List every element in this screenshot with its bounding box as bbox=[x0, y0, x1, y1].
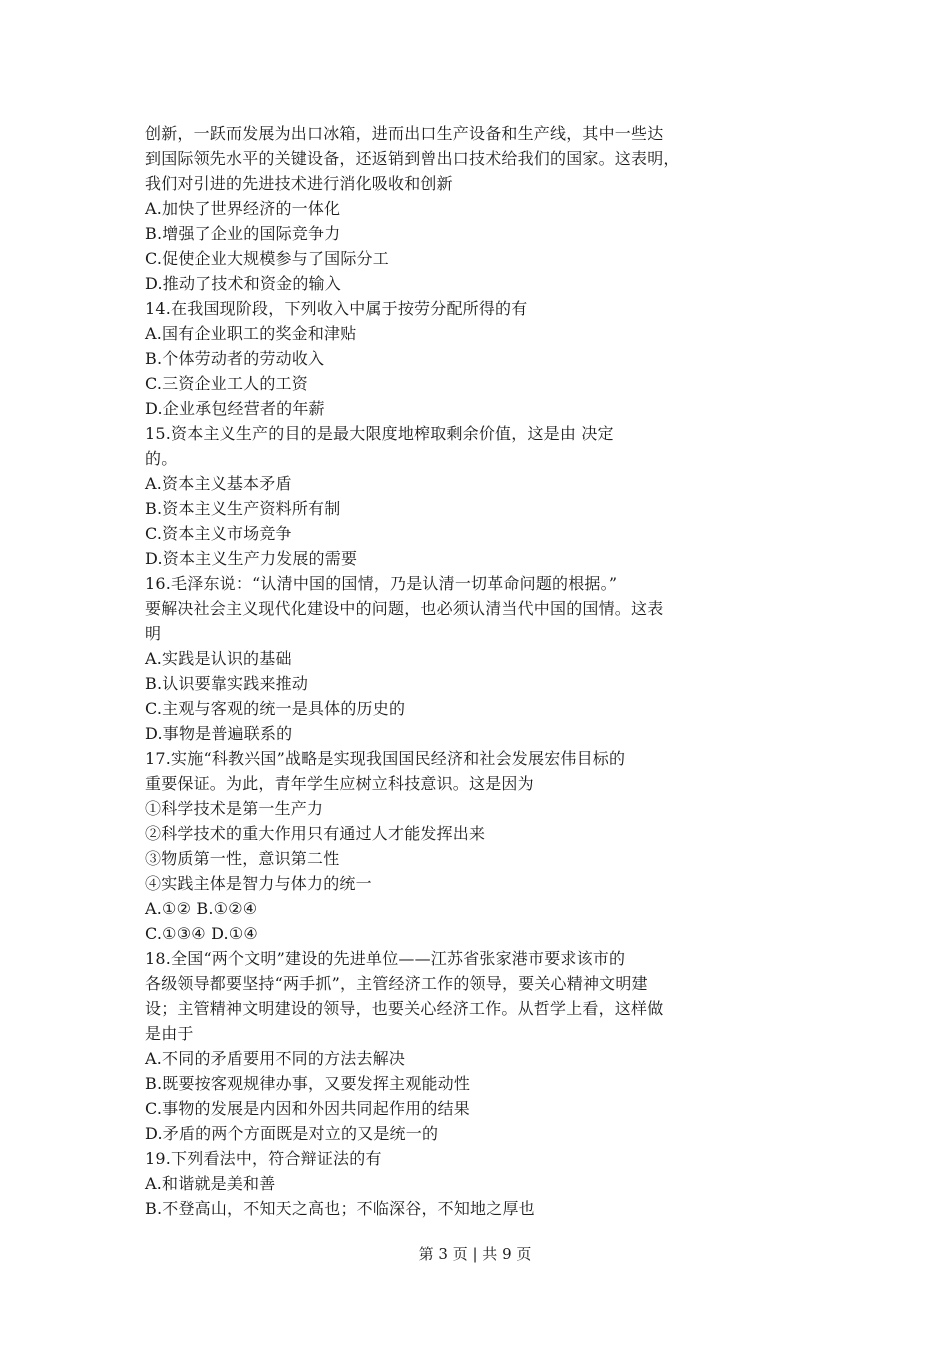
text-line: 重要保证。为此，青年学生应树立科技意识。这是因为 bbox=[145, 774, 534, 793]
text-line: C.事物的发展是内因和外因共同起作用的结果 bbox=[145, 1099, 470, 1118]
text-line: C.资本主义市场竞争 bbox=[145, 524, 292, 543]
text-line: A.①② B.①②④ bbox=[145, 899, 258, 918]
text-line: A.加快了世界经济的一体化 bbox=[145, 199, 341, 218]
text-line: 创新，一跃而发展为出口冰箱，进而出口生产设备和生产线，其中一些达 bbox=[145, 124, 664, 143]
text-line: 到国际领先水平的关键设备，还返销到曾出口技术给我们的国家。这表明， bbox=[145, 149, 680, 168]
text-line: B.个体劳动者的劳动收入 bbox=[145, 349, 325, 368]
text-line: 18.全国“两个文明”建设的先进单位——江苏省张家港市要求该市的 bbox=[145, 949, 626, 968]
text-line: A.国有企业职工的奖金和津贴 bbox=[145, 324, 357, 343]
text-line: 14.在我国现阶段，下列收入中属于按劳分配所得的有 bbox=[145, 299, 528, 318]
text-line: C.①③④ D.①④ bbox=[145, 924, 258, 943]
text-line: 明 bbox=[145, 624, 162, 643]
document-body bbox=[145, 121, 705, 1221]
text-line: A.和谐就是美和善 bbox=[145, 1174, 276, 1193]
text-line: A.不同的矛盾要用不同的方法去解决 bbox=[145, 1049, 406, 1068]
text-line: 15.资本主义生产的目的是最大限度地榨取剩余价值，这是由 决定 bbox=[145, 424, 614, 443]
text-line: D.资本主义生产力发展的需要 bbox=[145, 549, 358, 568]
page-footer: 第 3 页 | 共 9 页 bbox=[418, 1245, 532, 1263]
text-line: B.资本主义生产资料所有制 bbox=[145, 499, 341, 518]
text-line: B.认识要靠实践来推动 bbox=[145, 674, 309, 693]
text-line: 是由于 bbox=[145, 1024, 194, 1043]
text-line: 设；主管精神文明建设的领导，也要关心经济工作。从哲学上看，这样做 bbox=[145, 999, 664, 1018]
text-line: C.三资企业工人的工资 bbox=[145, 374, 308, 393]
text-line: ④实践主体是智力与体力的统一 bbox=[145, 874, 372, 893]
text-line: 的。 bbox=[145, 449, 178, 468]
text-line: 各级领导都要坚持“两手抓”，主管经济工作的领导，要关心精神文明建 bbox=[145, 974, 648, 993]
text-line: D.事物是普遍联系的 bbox=[145, 724, 293, 743]
text-line: A.实践是认识的基础 bbox=[145, 649, 292, 668]
text-line: 16.毛泽东说：“认清中国的国情，乃是认清一切革命问题的根据。” bbox=[145, 574, 618, 593]
text-line: B.既要按客观规律办事，又要发挥主观能动性 bbox=[145, 1074, 471, 1093]
text-line: D.矛盾的两个方面既是对立的又是统一的 bbox=[145, 1124, 439, 1143]
text-line: ③物质第一性，意识第二性 bbox=[145, 849, 340, 868]
text-line: A.资本主义基本矛盾 bbox=[145, 474, 292, 493]
text-line: D.推动了技术和资金的输入 bbox=[145, 274, 341, 293]
text-line: B.增强了企业的国际竞争力 bbox=[145, 224, 341, 243]
text-line: B.不登高山，不知天之高也；不临深谷，不知地之厚也 bbox=[145, 1199, 535, 1218]
text-line: 要解决社会主义现代化建设中的问题，也必须认清当代中国的国情。这表 bbox=[145, 599, 664, 618]
text-line: ②科学技术的重大作用只有通过人才能发挥出来 bbox=[145, 824, 486, 843]
text-line: C.促使企业大规模参与了国际分工 bbox=[145, 249, 389, 268]
text-line: 19.下列看法中，符合辩证法的有 bbox=[145, 1149, 382, 1168]
text-line: ①科学技术是第一生产力 bbox=[145, 799, 324, 818]
text-line: D.企业承包经营者的年薪 bbox=[145, 399, 325, 418]
text-line: 17.实施“科教兴国”战略是实现我国国民经济和社会发展宏伟目标的 bbox=[145, 749, 626, 768]
text-line: 我们对引进的先进技术进行消化吸收和创新 bbox=[145, 174, 453, 193]
text-line: C.主观与客观的统一是具体的历史的 bbox=[145, 699, 406, 718]
